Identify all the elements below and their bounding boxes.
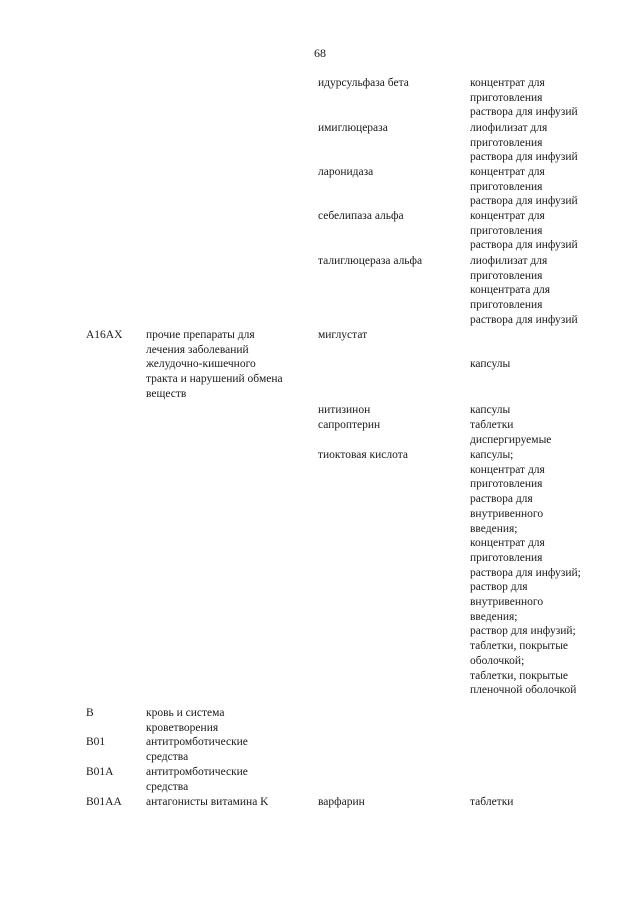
dosage-form-line: концентрат для	[470, 77, 545, 89]
drug-name-line: нитизинон	[318, 404, 371, 416]
dosage-form-line: раствора для инфузий	[470, 313, 578, 326]
dosage-form-cell	[470, 121, 630, 165]
dosage-form-line: пленочной оболочкой	[470, 684, 577, 697]
dosage-form-line: таблетки, покрытые	[470, 669, 569, 682]
dosage-form-line: приготовления	[470, 136, 543, 149]
dosage-form-line: таблетки, покрытые	[470, 640, 569, 653]
group-name-line: антитромботические	[146, 766, 248, 778]
dosage-form-line: приготовления	[470, 299, 543, 312]
group-name-line: тракта и нарушений обмена	[146, 373, 283, 386]
atc-code-cell	[86, 328, 142, 343]
atc-code-cell	[86, 706, 142, 721]
dosage-form-line: введения;	[470, 610, 518, 623]
group-name-line: веществ	[146, 387, 187, 400]
group-name-line: антитромботические	[146, 736, 248, 748]
group-name-cell	[146, 706, 306, 735]
atc-code-line: B01A	[86, 766, 114, 778]
dosage-form-line: оболочкой;	[470, 654, 525, 667]
drug-name-cell	[318, 795, 463, 810]
drug-name-line: идурсульфаза бета	[318, 77, 409, 89]
group-name-line: кровь и система	[146, 707, 225, 719]
dosage-form-line: концентрата для	[470, 284, 551, 297]
group-name-line: прочие препараты для	[146, 329, 255, 341]
dosage-form-line: раствора для инфузий;	[470, 566, 581, 579]
page-number: 68	[314, 46, 326, 60]
dosage-form-line: приготовления	[470, 91, 543, 104]
group-name-line: лечения заболеваний	[146, 343, 249, 356]
dosage-form-line: раствора для инфузий	[470, 151, 578, 164]
atc-code-line: B	[86, 707, 94, 719]
drug-name-cell	[318, 403, 463, 418]
dosage-form-line: концентрат для	[470, 463, 545, 476]
dosage-form-line: раствор для	[470, 581, 528, 594]
group-name-line: желудочно-кишечного	[146, 358, 256, 371]
dosage-form-line: концентрат для	[470, 166, 545, 178]
drug-name-line: себелипаза альфа	[318, 210, 404, 222]
dosage-form-line: введения;	[470, 522, 518, 535]
dosage-form-line: раствор для инфузий;	[470, 625, 576, 638]
drug-name-cell	[318, 254, 463, 269]
dosage-form-line: раствора для инфузий	[470, 106, 578, 119]
group-name-line: антагонисты витамина K	[146, 796, 269, 808]
dosage-form-cell	[470, 76, 630, 120]
dosage-form-line: диспергируемые	[470, 433, 552, 446]
dosage-form-line: капсулы	[470, 358, 511, 371]
dosage-form-line: приготовления	[470, 551, 543, 564]
dosage-form-line: раствора для	[470, 493, 533, 506]
dosage-form-line: лиофилизат для	[470, 122, 548, 134]
group-name-cell	[146, 328, 306, 402]
dosage-form-line: концентрат для	[470, 210, 545, 222]
dosage-form-line: капсулы;	[470, 449, 514, 461]
dosage-form-line: раствора для инфузий	[470, 195, 578, 208]
drug-name-cell	[318, 76, 463, 91]
drug-name-cell	[318, 165, 463, 180]
atc-code-cell	[86, 795, 142, 810]
dosage-form-line: концентрат для	[470, 537, 545, 550]
dosage-form-line: таблетки	[470, 419, 514, 431]
dosage-form-line: приготовления	[470, 478, 543, 491]
dosage-form-cell	[470, 448, 630, 698]
dosage-form-line: приготовления	[470, 180, 543, 193]
dosage-form-line: приготовления	[470, 224, 543, 237]
atc-code-cell	[86, 765, 142, 780]
dosage-form-cell	[470, 418, 630, 447]
dosage-form-line: капсулы	[470, 404, 511, 416]
drug-name-cell	[318, 121, 463, 136]
group-name-line: средства	[146, 780, 189, 793]
dosage-form-line: внутривенного	[470, 596, 544, 609]
dosage-form-cell	[470, 254, 630, 328]
group-name-cell	[146, 795, 306, 810]
dosage-form-line: приготовления	[470, 269, 543, 282]
drug-name-cell	[318, 209, 463, 224]
dosage-form-cell	[470, 328, 630, 372]
group-name-line: средства	[146, 750, 189, 763]
drug-name-cell	[318, 448, 463, 463]
drug-name-line: талиглюцераза альфа	[318, 255, 423, 267]
group-name-cell	[146, 735, 306, 764]
dosage-form-line: лиофилизат для	[470, 255, 548, 267]
dosage-form-line: таблетки	[470, 796, 514, 808]
group-name-cell	[146, 765, 306, 794]
dosage-form-cell	[470, 795, 630, 810]
drug-name-line: сапроптерин	[318, 419, 381, 431]
dosage-form-cell	[470, 165, 630, 209]
dosage-form-line: раствора для инфузий	[470, 239, 578, 252]
atc-code-cell	[86, 735, 142, 750]
dosage-form-line	[470, 328, 630, 343]
drug-name-cell	[318, 328, 463, 343]
atc-code-line: A16AX	[86, 329, 123, 341]
drug-name-line: варфарин	[318, 796, 365, 808]
dosage-form-cell	[470, 209, 630, 253]
drug-name-line: имиглюцераза	[318, 122, 388, 134]
dosage-form-cell	[470, 403, 630, 418]
atc-code-line: B01	[86, 736, 106, 748]
drug-name-cell	[318, 418, 463, 433]
drug-name-line: миглустат	[318, 329, 368, 341]
dosage-form-line	[470, 343, 630, 358]
atc-code-line: B01AA	[86, 796, 122, 808]
dosage-form-line: внутривенного	[470, 507, 544, 520]
drug-name-line: тиоктовая кислота	[318, 449, 408, 461]
drug-name-line: ларонидаза	[318, 166, 374, 178]
group-name-line: кроветворения	[146, 721, 219, 734]
